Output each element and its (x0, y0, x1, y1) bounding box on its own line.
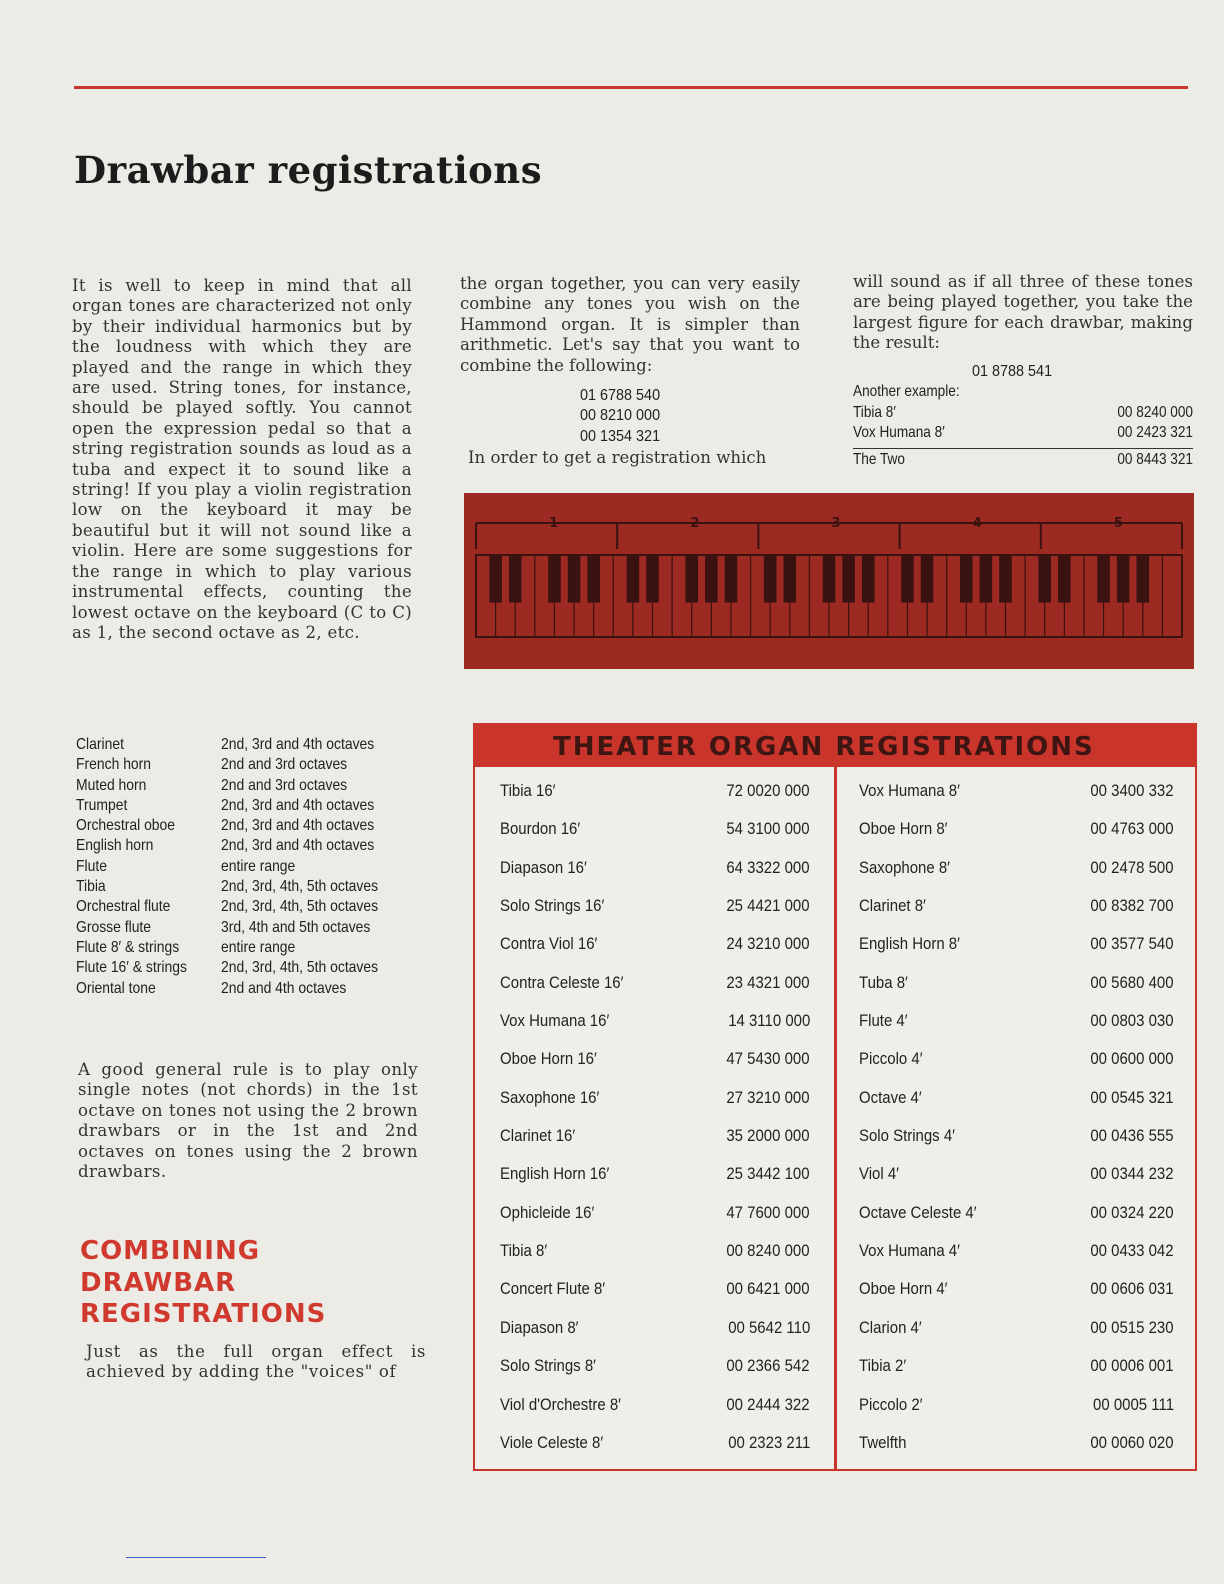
general-rule-paragraph: A good general rule is to play only single notes (not chords) in the 1st octave on tones not using the 2 brown drawbars or in the 1st and 2nd octaves on tones using the 2 brown drawbars. (78, 1060, 418, 1182)
registration-row (859, 1049, 1174, 1087)
octave-instrument: Flute 8′ & strings (76, 938, 180, 956)
registration-value: 00 0060 020 (1090, 1432, 1174, 1452)
octave-range: 2nd, 3rd and 4th octaves (221, 837, 375, 855)
registration-value: 00 0006 001 (1090, 1356, 1174, 1376)
registration-value: 00 5680 400 (1090, 972, 1174, 992)
black-key (1117, 555, 1130, 603)
octave-instrument: Muted horn (76, 776, 147, 794)
registration-row (859, 1126, 1174, 1164)
registration-name: Diapason 8′ (500, 1317, 579, 1337)
registration-value: 00 2323 211 (727, 1432, 810, 1452)
registration-name: Twelfth (859, 1432, 907, 1452)
octave-instrument: English horn (76, 837, 154, 855)
octave-instrument: Flute 16′ & strings (76, 959, 187, 977)
example-value: 00 8240 000 (1117, 403, 1193, 421)
header-rule (74, 86, 1188, 89)
registration-value: 00 2478 500 (1090, 857, 1174, 877)
page-title: Drawbar registrations (74, 148, 543, 192)
registration-row (500, 896, 810, 934)
registration-name: Bourdon 16′ (500, 819, 581, 839)
registration-value: 23 4321 000 (726, 972, 810, 992)
registration-name: Oboe Horn 8′ (859, 819, 948, 839)
black-key (1137, 555, 1150, 603)
black-key (627, 555, 640, 603)
keyboard-drawing (464, 493, 1194, 669)
octave-number: 5 (1113, 516, 1123, 531)
registration-row (859, 1395, 1174, 1433)
registration-row (500, 1164, 810, 1202)
octave-instrument: Orchestral oboe (76, 817, 176, 835)
black-key (725, 555, 738, 603)
octave-number: 3 (831, 516, 841, 531)
registration-name: Vox Humana 8′ (859, 781, 960, 800)
registration-value: 54 3100 000 (726, 819, 810, 839)
octave-number: 4 (972, 516, 982, 531)
registration-name: Tibia 2′ (859, 1356, 907, 1376)
registration-name: Ophicleide 16′ (500, 1202, 595, 1222)
registration-name: Octave 4′ (859, 1087, 922, 1107)
black-key (842, 555, 855, 603)
registration-name: Viol 4′ (859, 1164, 899, 1184)
registration-row (859, 896, 1174, 934)
registration-name: Saxophone 8′ (859, 857, 950, 877)
theater-right-column (859, 781, 1174, 1471)
black-key (705, 555, 718, 603)
example-sum-row (853, 448, 1193, 472)
registration-row (859, 858, 1174, 896)
combine-line: 01 6788 540 (580, 387, 661, 404)
registration-value: 00 0005 111 (1093, 1394, 1174, 1414)
combine-line: 00 8210 000 (580, 407, 661, 425)
octave-range: 2nd, 3rd, 4th, 5th octaves (221, 898, 379, 916)
registration-row (859, 973, 1174, 1011)
octave-instrument: Flute (76, 857, 107, 875)
registration-value: 00 3577 540 (1090, 934, 1174, 954)
octave-instrument: Orchestral flute (76, 898, 171, 916)
black-key (568, 555, 581, 603)
registration-value: 47 5430 000 (726, 1049, 810, 1069)
registration-row (859, 819, 1174, 857)
black-key (489, 555, 502, 603)
registration-row (500, 1279, 810, 1317)
example-sum-value: 00 8443 321 (1117, 450, 1193, 468)
registration-row (859, 1433, 1174, 1471)
registration-name: Tibia 16′ (500, 781, 556, 800)
registration-value: 00 3400 332 (1090, 781, 1174, 800)
octave-range: 3rd, 4th and 5th octaves (221, 918, 371, 936)
octave-range: 2nd, 3rd, 4th, 5th octaves (221, 878, 379, 896)
registration-row (859, 934, 1174, 972)
registration-value: 00 2366 542 (726, 1356, 810, 1376)
example-value: 00 2423 321 (1117, 424, 1193, 441)
registration-value: 25 3442 100 (726, 1164, 810, 1184)
octave-range: 2nd and 3rd octaves (221, 756, 348, 774)
octave-range: 2nd, 3rd and 4th octaves (221, 736, 375, 753)
registration-row (859, 781, 1174, 819)
registration-value: 27 3210 000 (726, 1087, 810, 1107)
registration-row (500, 1126, 810, 1164)
registration-name: Contra Viol 16′ (500, 934, 598, 954)
registration-row (500, 1433, 810, 1471)
registration-value: 47 7600 000 (726, 1202, 810, 1222)
registration-name: Clarion 4′ (859, 1317, 922, 1337)
registration-name: Tibia 8′ (500, 1241, 548, 1261)
result-paragraph: will sound as if all three of these tones are being played together, you take the largest figure for each drawbar, making the result: (853, 272, 1193, 353)
registration-name: Solo Strings 8′ (500, 1356, 596, 1376)
octave-instrument: French horn (76, 756, 152, 774)
registration-row (500, 973, 810, 1011)
black-key (960, 555, 973, 603)
octave-instrument: Clarinet (76, 736, 124, 753)
registration-row (859, 1088, 1174, 1126)
registration-name: Octave Celeste 4′ (859, 1202, 977, 1222)
black-key (980, 555, 993, 603)
black-key (587, 555, 600, 603)
octave-range: 2nd, 3rd and 4th octaves (221, 817, 375, 835)
example-name: Vox Humana 8′ (853, 424, 945, 441)
registration-row (859, 1203, 1174, 1241)
black-key (646, 555, 659, 603)
registration-row (500, 934, 810, 972)
result-value: 01 8788 541 (972, 363, 1053, 380)
registration-value: 64 3322 000 (726, 857, 810, 877)
registration-row (859, 1241, 1174, 1279)
registration-name: Vox Humana 4′ (859, 1241, 960, 1261)
registration-name: Vox Humana 16′ (500, 1011, 610, 1031)
keyboard-illustration (464, 493, 1194, 669)
combine-example (580, 386, 669, 447)
registration-value: 00 8382 700 (1090, 896, 1174, 916)
black-key (823, 555, 836, 603)
registration-row (859, 1279, 1174, 1317)
registration-name: Tuba 8′ (859, 972, 908, 992)
registration-name: Solo Strings 16′ (500, 896, 605, 916)
octave-number: 1 (549, 516, 559, 531)
registration-name: Clarinet 16′ (500, 1126, 576, 1146)
registration-value: 72 0020 000 (726, 781, 810, 800)
octave-instrument: Trumpet (76, 796, 128, 814)
registration-row (500, 1356, 810, 1394)
registration-value: 00 0606 031 (1090, 1279, 1174, 1299)
octave-range: 2nd, 3rd and 4th octaves (221, 796, 375, 814)
octave-instrument: Grosse flute (76, 918, 152, 936)
registration-name: Clarinet 8′ (859, 896, 926, 916)
another-example-heading: Another example: (853, 383, 960, 400)
octave-range: 2nd, 3rd, 4th, 5th octaves (221, 959, 379, 977)
registration-row (500, 1318, 810, 1356)
footer-link-line (126, 1557, 266, 1558)
registration-row (859, 1011, 1174, 1049)
registration-row (500, 1088, 810, 1126)
registration-value: 00 0344 232 (1090, 1164, 1174, 1184)
black-key (999, 555, 1012, 603)
registration-name: Viol d'Orchestre 8′ (500, 1394, 621, 1414)
octave-range: entire range (221, 857, 296, 875)
registration-name: Oboe Horn 16′ (500, 1049, 597, 1069)
registration-value: 00 0324 220 (1090, 1202, 1174, 1222)
octave-number: 2 (690, 516, 700, 531)
example-sum-name: The Two (853, 450, 905, 468)
theater-registrations-table (473, 723, 1197, 1471)
octave-range: 2nd and 4th octaves (221, 979, 347, 997)
registration-value: 00 5642 110 (727, 1317, 810, 1337)
black-key (862, 555, 875, 603)
registration-value: 24 3210 000 (726, 934, 810, 954)
registration-name: Contra Celeste 16′ (500, 972, 624, 992)
registration-name: Concert Flute 8′ (500, 1279, 606, 1299)
black-key (685, 555, 698, 603)
registration-row (859, 1318, 1174, 1356)
registration-row (500, 1049, 810, 1087)
registration-value: 35 2000 000 (726, 1126, 810, 1146)
black-key (1058, 555, 1071, 603)
registration-name: Solo Strings 4′ (859, 1126, 955, 1146)
combining-heading-line: DRAWBAR (80, 1267, 237, 1298)
registration-value: 00 0545 321 (1090, 1087, 1174, 1107)
combine-paragraph: the organ together, you can very easily combine any tones you wish on the Hammond organ. It is simpler than arithmetic. Let's say that you want to combine the following: (460, 274, 800, 375)
theater-table-header (473, 723, 1197, 767)
registration-value: 00 6421 000 (726, 1279, 810, 1299)
registration-value: 00 2444 322 (726, 1394, 810, 1414)
octave-instrument: Tibia (76, 878, 106, 896)
black-key (784, 555, 797, 603)
registration-name: Diapason 16′ (500, 857, 587, 877)
registration-row (500, 1203, 810, 1241)
registration-row (859, 1164, 1174, 1202)
combining-heading-line: COMBINING (80, 1236, 261, 1266)
black-key (509, 555, 522, 603)
registration-name: English Horn 8′ (859, 934, 960, 954)
black-key (1038, 555, 1051, 603)
theater-divider (834, 767, 837, 1471)
octave-instrument: Oriental tone (76, 979, 156, 997)
registration-value: 00 4763 000 (1090, 819, 1174, 839)
intro-paragraph: It is well to keep in mind that all organ tones are characterized not only by their individual harmonics but by the loudness with which they are played and the range in which they are used. String tones, for instance, should be played softly. You cannot open the expression pedal so that a string registration sounds as loud as a tuba and expect it to sound like a string! If you play a violin registration low on the keyboard it may be beautiful but it will not sound like a violin. Here are some suggestions for the range in which to play various instrumental effects, counting the lowest octave on the keyboard (C to C) as 1, the second octave as 2, etc. (72, 276, 412, 642)
registration-row (500, 1241, 810, 1279)
registration-name: Flute 4′ (859, 1011, 908, 1031)
combining-heading (80, 1236, 326, 1331)
registration-row (500, 781, 810, 819)
registration-value: 00 0436 555 (1090, 1126, 1174, 1146)
registration-value: 25 4421 000 (726, 896, 810, 916)
registration-row (500, 1395, 810, 1433)
registration-name: Piccolo 2′ (859, 1394, 923, 1414)
black-key (921, 555, 934, 603)
registration-name: English Horn 16′ (500, 1164, 610, 1184)
black-key (901, 555, 914, 603)
registration-row (500, 1011, 810, 1049)
example-name: Tibia 8′ (853, 403, 896, 421)
combine-line: 00 1354 321 (580, 427, 661, 445)
combining-heading-line: REGISTRATIONS (80, 1299, 327, 1329)
registration-value: 00 0803 030 (1090, 1011, 1174, 1031)
in-order-text: In order to get a registration which (468, 448, 767, 467)
registration-name: Viole Celeste 8′ (500, 1432, 604, 1452)
octave-range: 2nd and 3rd octaves (221, 776, 348, 794)
theater-table-title: THEATER ORGAN REGISTRATIONS (553, 732, 1095, 762)
registration-value: 00 8240 000 (726, 1241, 810, 1261)
black-key (548, 555, 561, 603)
octave-range: entire range (221, 938, 296, 956)
registration-value: 00 0600 000 (1090, 1049, 1174, 1069)
registration-value: 00 0515 230 (1090, 1317, 1174, 1337)
another-example (853, 383, 1193, 471)
registration-name: Oboe Horn 4′ (859, 1279, 948, 1299)
registration-row (859, 1356, 1174, 1394)
registration-name: Piccolo 4′ (859, 1049, 923, 1069)
registration-row (500, 819, 810, 857)
black-key (764, 555, 777, 603)
registration-value: 00 0433 042 (1090, 1241, 1174, 1261)
registration-name: Saxophone 16′ (500, 1087, 600, 1107)
just-paragraph: Just as the full organ effect is achieved by adding the "voices" of (86, 1342, 426, 1382)
registration-value: 14 3110 000 (727, 1011, 810, 1031)
black-key (1097, 555, 1110, 603)
registration-row (500, 858, 810, 896)
theater-left-column (500, 781, 810, 1471)
